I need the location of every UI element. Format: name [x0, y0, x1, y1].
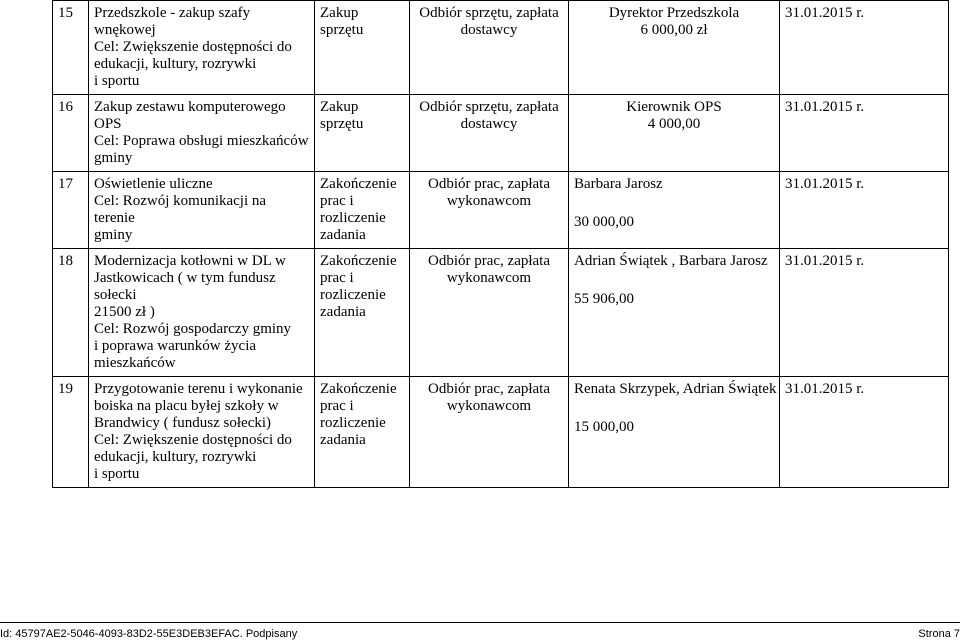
- task-amount: 6 000,00 zł: [640, 22, 708, 38]
- task-action: Zakończenie prac i rozliczenie zadania: [315, 377, 410, 488]
- task-responsible: Dyrektor Przedszkola 6 000,00 zł: [569, 1, 780, 95]
- task-date: 31.01.2015 r.: [780, 95, 949, 172]
- page-footer: [0, 626, 960, 643]
- task-amount: 15 000,00: [574, 419, 634, 435]
- task-table: [52, 0, 949, 488]
- table-row: [53, 249, 949, 377]
- table-row: [53, 172, 949, 249]
- row-number: 15: [53, 1, 89, 95]
- task-action: Zakup sprzętu: [315, 1, 410, 95]
- page-number: Strona 7: [918, 628, 960, 640]
- task-date: 31.01.2015 r.: [780, 377, 949, 488]
- task-result: Odbiór sprzętu, zapłata dostawcy: [410, 95, 569, 172]
- task-action: Zakończenie prac i rozliczenie zadania: [315, 249, 410, 377]
- task-responsible: Barbara Jarosz 30 000,00: [569, 172, 780, 249]
- task-result: Odbiór sprzętu, zapłata dostawcy: [410, 1, 569, 95]
- task-result: Odbiór prac, zapłata wykonawcom: [410, 249, 569, 377]
- table-row: [53, 95, 949, 172]
- task-responsible: Renata Skrzypek, Adrian Świątek 15 000,00: [569, 377, 780, 488]
- task-result: Odbiór prac, zapłata wykonawcom: [410, 377, 569, 488]
- task-amount: 4 000,00: [647, 116, 701, 132]
- row-number: 18: [53, 249, 89, 377]
- task-amount: 55 906,00: [574, 291, 634, 307]
- task-description: Oświetlenie uliczne Cel: Rozwój komunikacji na terenie gminy: [89, 172, 315, 249]
- footer-divider: [0, 622, 960, 623]
- table-row: [53, 1, 949, 95]
- task-description: Przedszkole - zakup szafy wnękowej Cel: Zwiększenie dostępności do edukacji, kultury, rozrywki i sportu: [89, 1, 315, 95]
- task-description: Modernizacja kotłowni w DL w Jastkowicach ( w tym fundusz sołecki 21500 zł ) Cel: Rozwój gospodarczy gminy i poprawa warunków życia mieszkańców: [89, 249, 315, 377]
- document-id: Id: 45797AE2-5046-4093-83D2-55E3DEB3EFAC. Podpisany: [0, 628, 298, 640]
- task-responsible: Adrian Świątek , Barbara Jarosz 55 906,00: [569, 249, 780, 377]
- task-description: Zakup zestawu komputerowego OPS Cel: Poprawa obsługi mieszkańców gminy: [89, 95, 315, 172]
- task-action: Zakup sprzętu: [315, 95, 410, 172]
- table-row: [53, 377, 949, 488]
- task-date: 31.01.2015 r.: [780, 172, 949, 249]
- task-result: Odbiór prac, zapłata wykonawcom: [410, 172, 569, 249]
- task-date: 31.01.2015 r.: [780, 249, 949, 377]
- task-description: Przygotowanie terenu i wykonanie boiska na placu byłej szkoły w Brandwicy ( fundusz sołecki) Cel: Zwiększenie dostępności do edukacji, kultury, rozrywki i sportu: [89, 377, 315, 488]
- task-date: 31.01.2015 r.: [780, 1, 949, 95]
- task-amount: 30 000,00: [574, 214, 634, 230]
- row-number: 17: [53, 172, 89, 249]
- task-action: Zakończenie prac i rozliczenie zadania: [315, 172, 410, 249]
- row-number: 19: [53, 377, 89, 488]
- row-number: 16: [53, 95, 89, 172]
- task-responsible: Kierownik OPS 4 000,00: [569, 95, 780, 172]
